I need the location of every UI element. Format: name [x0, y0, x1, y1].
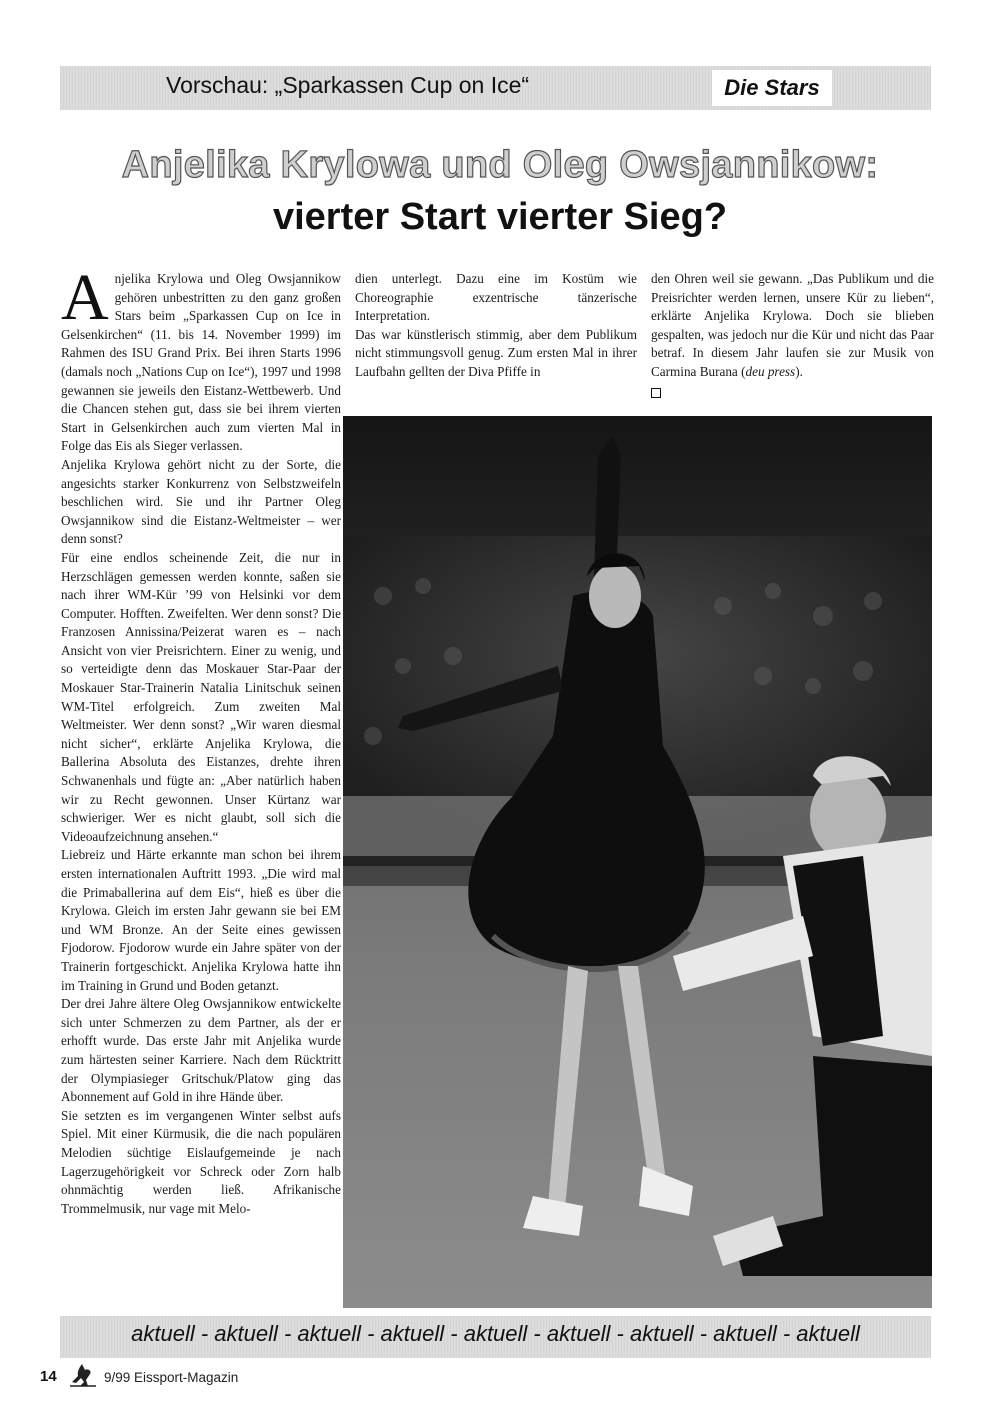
header-title: Vorschau: „Sparkassen Cup on Ice“ [166, 72, 530, 98]
skater-logo-icon [68, 1362, 98, 1388]
footer-ticker: aktuell - aktuell - aktuell - aktuell - aktuell - aktuell - aktuell - aktuell - aktuell [131, 1321, 860, 1346]
section-label: Die Stars [712, 70, 832, 106]
paragraph: Liebreiz und Härte erkannte man schon bei ihrem ersten internationalen Auftritt 1993. „Die wird mal die Primaballerina auf dem Eis“, hieß es über die Krylowa. Gleich im ersten Jahr gewann sie bei EM und WM Bronze. An der Seite eines gewissen Fjodorow. Fjodorow wurde ein Jahre später von der Trainerin fortgeschickt. Anjelika Krylowa hatte ihn im Training in Grund und Boden getanzt. [61, 847, 341, 993]
credit: deu press [745, 363, 796, 379]
skating-photo [343, 416, 932, 1308]
article-column-1 [61, 261, 341, 1218]
paragraph: dien unterlegt. Dazu eine im Kostüm wie Choreographie exzentrische tänzerische Interpretation. [355, 271, 637, 324]
page-number: 14 [40, 1368, 57, 1385]
paragraph: Anjelika Krylowa gehört nicht zu der Sorte, die angesichts starker Konkurrenz von Selbstzweifeln beschlichen wird. Sie und ihr Partner Oleg Owsjannikow sind die Eistanz-Weltmeister – wer denn sonst? [61, 456, 341, 547]
headline-line-2: vierter Start vierter Sieg? [272, 196, 728, 238]
paragraph: Das war künstlerisch stimmig, aber dem Publikum nicht stimmungsvoll genug. Zum ersten Mal in ihrer Laufbahn gellten der Diva Pfiffe in [355, 326, 637, 379]
paragraph: den Ohren weil sie gewann. „Das Publikum und die Preisrichter werden lernen, unsere Kür zu lieben“, erklärte Anjelika Krylowa. Doch sie blieben gespalten, was jedoch nur die Kür und nicht das Paar betraf. In diesem Jahr laufen sie zur Musik von Carmina Burana (deu press). [651, 271, 934, 379]
paragraph: Anjelika Krylowa und Oleg Owsjannikow gehören unbestritten zu den ganz großen Stars beim „Sparkassen Cup on Ice in Gelsenkirchen“ (11. bis 14. November 1999) im Rahmen des ISU Grand Prix. Bei ihren Starts 1996 (damals noch „Nations Cup on Ice“), 1997 und 1998 gewannen sie jeweils den Eistanz-Wettbewerb. Und die Chancen stehen gut, dass sie bei ihrem vierten Start in Gelsenkirchen auch zum vierten Mal in Folge das Eis als Sieger verlassen. [61, 261, 341, 454]
article-column-3 [651, 270, 934, 403]
end-box-icon [651, 388, 661, 398]
article-column-2 [355, 270, 637, 382]
magazine-name: 9/99 Eissport-Magazin [104, 1370, 239, 1385]
paragraph: Sie setzten es im vergangenen Winter selbst aufs Spiel. Mit einer Kürmusik, die die nach populären Melodien süchtige Eislaufgemeinde je nach Lagerzugehörigkeit vor Schreck oder Zorn halb ohnmächtig werden ließ. Afrikanische Trommelmusik, nur vage mit Melo- [61, 1107, 341, 1216]
paragraph: Der drei Jahre ältere Oleg Owsjannikow entwickelte sich unter Schmerzen zu dem Partner, als der er erhofft wurde. Das erste Jahr mit Anjelika wurde zum härtesten seiner Karriere. Nach dem Rücktritt der Olympiasieger Gritschuk/Platow ging das Abonnement auf Gold in ihre Hände über. [61, 996, 341, 1105]
drop-cap: A [61, 261, 109, 334]
paragraph: Für eine endlos scheinende Zeit, die nur in Herzschlägen gemessen werden konnte, saßen sie nach ihrer WM-Kür ’99 von Helsinki vor dem Computer. Hofften. Zweifelten. Wer denn sonst? Die Franzosen Annissina/Peizerat waren es – nach Ansicht von vier Preisrichtern. Einer zu wenig, und so verteidigte denn das Moskauer Star-Paar der Moskauer Star-Trainerin Natalia Linitschuk seinen WM-Titel erfolgreich. Zum zweiten Mal Weltmeister. Wer denn sonst? „Wir waren diesmal nicht sicher“, erklärte Anjelika Krylowa, die Ballerina Absoluta des Eistanzes, drehte ihren Schwanenhals und fügte an: „Aber natürlich haben wir zu Recht gewonnen. Unser Kürtanz war schwieriger. Wer es nicht glaubt, soll sich die Videoaufzeichnung ansehen.“ [61, 549, 341, 844]
headline-line-1: Anjelika Krylowa und Oleg Owsjannikow: [121, 144, 879, 186]
skaters-illustration [343, 416, 932, 1308]
